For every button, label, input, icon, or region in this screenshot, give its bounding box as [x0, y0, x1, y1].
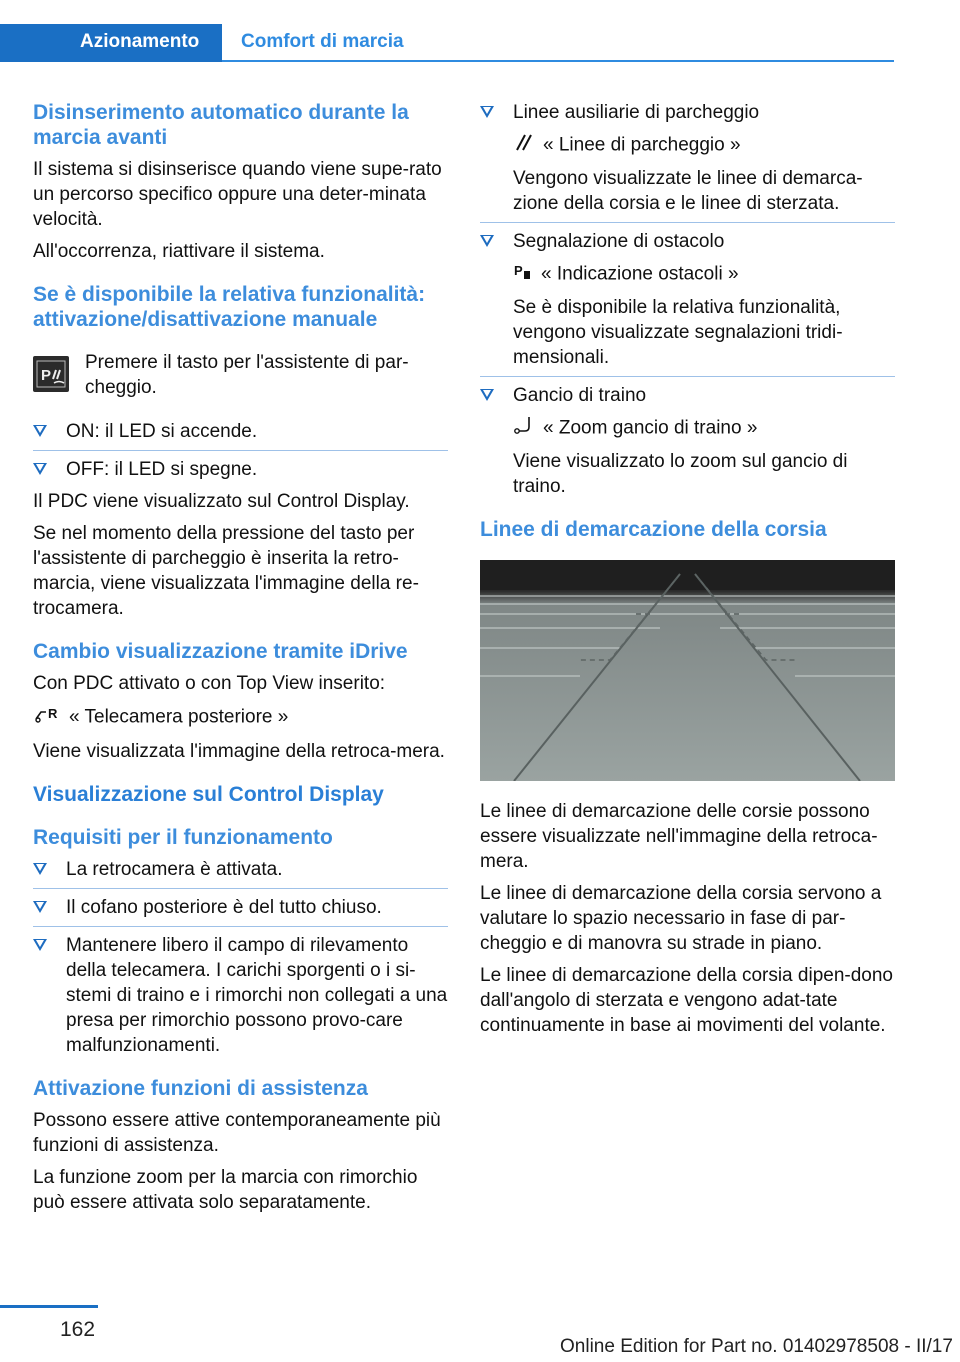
list-item: Il cofano posteriore è del tutto chiuso. — [33, 895, 448, 920]
svg-text:P: P — [41, 367, 52, 384]
park-assist-button-row — [33, 350, 448, 412]
paragraph: Il sistema si disinserisce quando viene supe-rato un percorso specifico oppure una deter-minata velocità. — [33, 159, 442, 230]
list-item: OFF: il LED si spegne. — [33, 457, 448, 482]
footer-rule — [0, 1305, 98, 1308]
lane-lines-image — [480, 560, 895, 781]
paragraph: Viene visualizzata l'immagine della retroca-mera. — [33, 741, 445, 762]
menu-item-tow-hook[interactable]: « Zoom gancio di traino » — [480, 415, 895, 442]
tab-azionamento[interactable] — [0, 24, 222, 62]
paragraph: Le linee di demarcazione della corsia servono a valutare lo spazio necessario in fase di par-cheggio e di manovra su strade in piano. — [480, 883, 882, 954]
list-item-obstacle: Segnalazione di ostacolo — [480, 229, 895, 254]
heading-lane-lines: Linee di demarcazione della corsia — [480, 518, 827, 541]
heading-auto-disable: Disinserimento automatico durante la marcia avanti — [33, 101, 409, 149]
heading-assist-functions: Attivazione funzioni di assistenza — [33, 1077, 368, 1100]
paragraph: All'occorrenza, riattivare il sistema. — [33, 241, 325, 262]
svg-text:R: R — [48, 706, 58, 721]
paragraph: Possono essere attive contemporaneamente più funzioni di assistenza. — [33, 1110, 441, 1156]
heading-manual-toggle: Se è disponibile la relativa funzionalità: attivazione/disattivazione manuale — [33, 283, 426, 331]
heading-idrive: Cambio visualizzazione tramite iDrive — [33, 640, 408, 663]
menu-item-obstacle[interactable]: P « Indicazione ostacoli » — [480, 261, 895, 288]
park-assist-button-icon — [33, 356, 69, 392]
page-number: 162 — [60, 1318, 96, 1341]
paragraph: Se nel momento della pressione del tasto per l'assistente di parcheggio è inserita la retro-marcia, viene visualizzata l'immagine della re-trocamera. — [33, 523, 419, 619]
list-item: La retrocamera è attivata. — [33, 857, 448, 882]
list-item: ON: il LED si accende. — [33, 419, 448, 444]
item-description: Se è disponibile la relativa funzionalità, vengono visualizzate segnalazioni tridi-mensionali. — [513, 297, 843, 368]
obstacle-icon — [513, 261, 533, 288]
rear-camera-icon — [33, 703, 61, 732]
tow-hook-icon — [513, 415, 535, 442]
list-item-tow-hook: Gancio di traino — [480, 383, 895, 408]
paragraph: Il PDC viene visualizzato sul Control Display. — [33, 491, 410, 512]
paragraph: Le linee di demarcazione delle corsie possono essere visualizzate nell'immagine della retroca-mera. — [480, 801, 878, 872]
paragraph: La funzione zoom per la marcia con rimorchio può essere attivata solo separatamente. — [33, 1167, 418, 1213]
svg-text:P: P — [514, 263, 523, 278]
tab-azionamento-label: Azionamento — [80, 31, 200, 52]
menu-item-telecamera[interactable]: R « Telecamera posteriore » — [33, 703, 448, 732]
edition-note: Online Edition for Part no. 01402978508 - II/17 — [560, 1336, 953, 1357]
tab-comfort-di-marcia[interactable]: Comfort di marcia — [241, 31, 404, 52]
heading-requirements: Requisiti per il funzionamento — [33, 826, 333, 849]
paragraph: Le linee di demarcazione della corsia dipen-dono dall'angolo di sterzata e vengono adat-tate continuamente in base ai movimenti del volante. — [480, 965, 893, 1036]
right-column — [480, 100, 895, 1038]
park-assist-button-text: Premere il tasto per l'assistente di par-cheggio. — [85, 352, 409, 398]
item-description: Viene visualizzato lo zoom sul gancio di traino. — [513, 451, 848, 497]
paragraph: Con PDC attivato o con Top View inserito: — [33, 673, 386, 694]
menu-item-parking-lines[interactable]: « Linee di parcheggio » — [480, 132, 895, 159]
parking-lines-icon — [513, 132, 535, 159]
item-description: Vengono visualizzate le linee di demarca-zione della corsia e le linee di sterzata. — [513, 168, 863, 214]
heading-control-display: Visualizzazione sul Control Display — [33, 783, 384, 806]
list-item: Mantenere libero il campo di rilevamento della telecamera. I carichi sporgenti o i si-stemi di traino e i rimorchi non collegati a una presa per rimorchio possono provo-care malfunzionamenti. — [33, 933, 448, 1058]
header-rule — [222, 60, 894, 62]
header-tabs — [0, 24, 894, 62]
left-column — [33, 100, 448, 1215]
list-item-parking-lines: Linee ausiliarie di parcheggio — [480, 100, 895, 125]
